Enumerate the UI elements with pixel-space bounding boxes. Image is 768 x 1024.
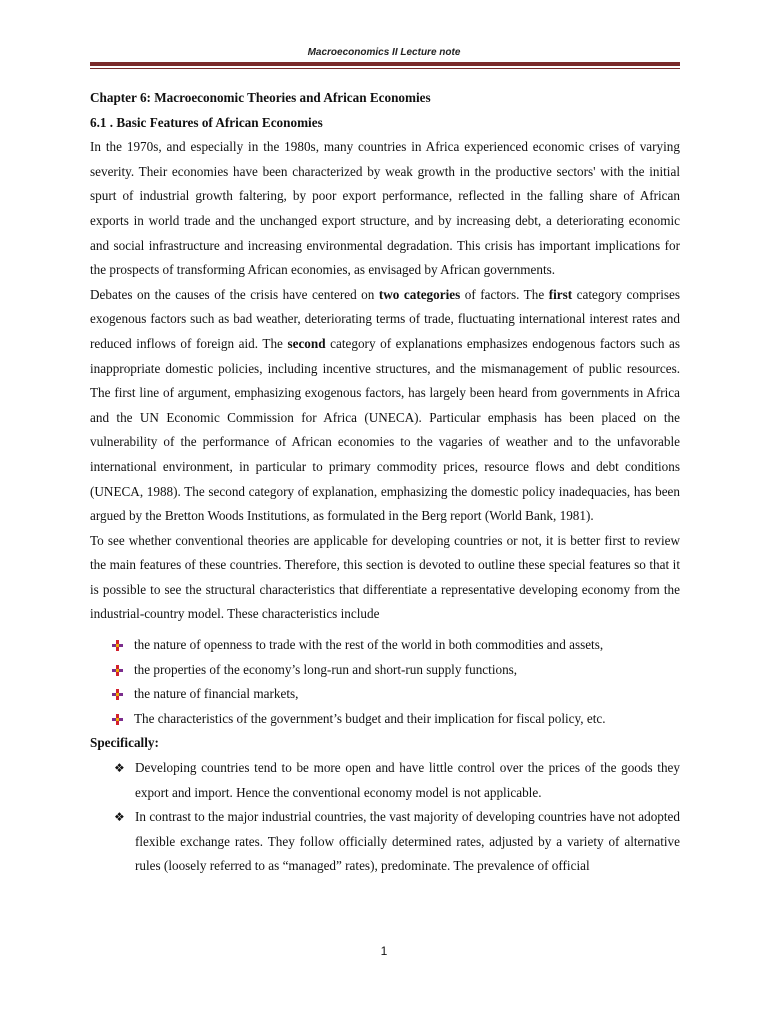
text-run: of factors. The bbox=[460, 286, 549, 302]
bold-run: first bbox=[548, 286, 573, 302]
text-run: category of explanations emphasizes endogenous factors such as inappropriate domestic policies, including incentive structures, and the mismanagement of public resources. The first line of argument, emphasizing exogenous factors, has largely been heard from governments in Africa and the UN Economic Commission for Africa (UNECA). Particular emphasis has been placed on the vulnerability of the performance of African economies to the vagaries of weather and to the unfavorable international environment, in particular to primary commodity prices, resource flows and debt conditions (UNECA, 1988). The second category of explanation, emphasizing the domestic policy inadequacies, has been argued by the Bretton Woods Institutions, as formulated in the Berg report (World Bank, 1981). bbox=[90, 335, 680, 524]
list-item bbox=[90, 682, 680, 707]
list-item-text: In contrast to the major industrial countries, the vast majority of developing countries have not adopted flexible exchange rates. They follow officially determined rates, adjusted by a variety of alternative rules (loosely referred to as “managed” rates), predominate. The prevalence of official bbox=[135, 809, 680, 874]
diamond-bullet-icon: ❖ bbox=[114, 761, 125, 776]
section-title: 6.1 . Basic Features of African Economies bbox=[90, 114, 323, 130]
paragraph-features: To see whether conventional theories are applicable for developing countries or not, it is better first to review the main features of these countries. Therefore, this section is devoted to outline these special features so that it is possible to see the structural characteristics that differentiate a representative developing economy from the industrial-country model. These characteristics include bbox=[90, 532, 680, 622]
list-item bbox=[90, 805, 680, 879]
plus-bullet-icon bbox=[112, 689, 123, 700]
list-item-text: the properties of the economy’s long-run and short-run supply functions, bbox=[134, 661, 518, 677]
list-item bbox=[90, 756, 680, 805]
bold-run: two categories bbox=[378, 286, 461, 302]
paragraph-intro: In the 1970s, and especially in the 1980s, many countries in Africa experienced economic crises of varying severity. Their economies have been characterized by weak growth in the productive sectors' with the initial spurt of industrial growth faltering, by poor export performance, reflected in the falling share of African exports in world trade and the unchanged export structure, and by increasing debt, a deteriorating economic and social infrastructure and increasing environmental degradation. This crisis has important implications for the prospects of transforming African economies, as envisaged by African governments. bbox=[90, 139, 680, 278]
running-header: Macroeconomics II Lecture note bbox=[307, 47, 461, 58]
specific-points-list bbox=[90, 756, 680, 879]
text-run: category comprises exogenous factors such as bad weather, deteriorating terms of trade, fluctuating international interest rates and reduced inflows of foreign aid. The bbox=[90, 286, 680, 351]
plus-bullet-icon bbox=[112, 714, 123, 725]
specifically-heading: Specifically: bbox=[90, 735, 159, 751]
header-rule-thick bbox=[90, 62, 680, 66]
diamond-bullet-icon: ❖ bbox=[114, 810, 125, 825]
list-item bbox=[90, 658, 680, 683]
page-number: 1 bbox=[380, 944, 388, 958]
characteristics-list bbox=[90, 633, 680, 731]
bold-run: second bbox=[287, 335, 326, 351]
list-item bbox=[90, 633, 680, 658]
paragraph-debates bbox=[90, 283, 680, 529]
plus-bullet-icon bbox=[112, 640, 123, 651]
list-item-text: the nature of financial markets, bbox=[134, 686, 299, 702]
list-item bbox=[90, 707, 680, 732]
plus-bullet-icon bbox=[112, 665, 123, 676]
list-item-text: The characteristics of the government’s budget and their implication for fiscal policy, etc. bbox=[134, 710, 606, 726]
page-body bbox=[90, 86, 680, 879]
list-item-text: the nature of openness to trade with the rest of the world in both commodities and assets, bbox=[134, 637, 604, 653]
list-item-text: Developing countries tend to be more open and have little control over the prices of the goods they export and import. Hence the conventional economy model is not applicable. bbox=[135, 760, 680, 800]
chapter-title: Chapter 6: Macroeconomic Theories and African Economies bbox=[90, 90, 431, 105]
text-run: Debates on the causes of the crisis have centered on bbox=[90, 286, 379, 302]
header-rule-thin bbox=[90, 68, 680, 69]
